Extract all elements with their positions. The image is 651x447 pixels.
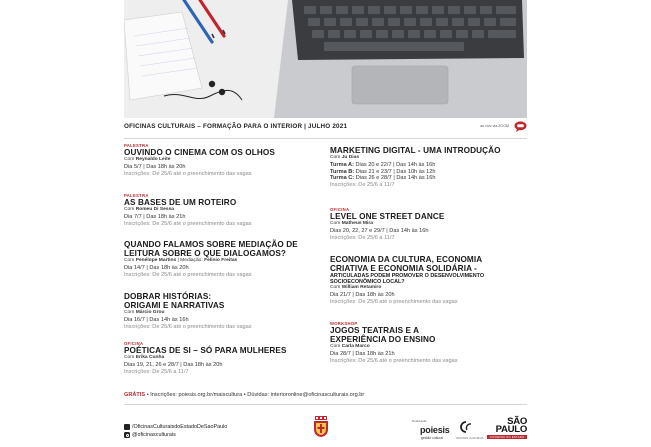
- turma-a: Turma A: Dias 20 e 22/7 | Das 14h às 16h: [330, 161, 436, 168]
- event-date: Dias 19, 21, 26 e 28/7 | Das 18h às 20h: [124, 361, 223, 368]
- event-registration: Inscrições: De 25/6 até o preenchimento das vagas: [330, 357, 458, 364]
- event-marketing-digital: [330, 146, 530, 189]
- event-registration: Inscrições: De 25/6 até o preenchimento das vagas: [124, 323, 252, 330]
- facebook-icon: [124, 424, 130, 430]
- header-bar: [124, 121, 527, 135]
- facebook-handle: /OficinasCulturaisdoEstadoDeSaoPaulo: [132, 424, 228, 430]
- event-speaker: Com Ju Dias: [330, 155, 360, 160]
- event-date: Dia 28/7 | Das 18h às 21h: [330, 350, 395, 357]
- event-date: Dias 20, 22, 27 e 29/7 | Das 14h às 16h: [330, 227, 429, 234]
- event-title-line2: CRIATIVA E ECONOMIA SOLIDÁRIA -: [330, 264, 477, 273]
- event-poeticas-de-si: [124, 341, 324, 375]
- event-registration: Inscrições: De 25/6 a 11/7: [330, 234, 395, 241]
- registration-info: [124, 392, 364, 398]
- event-tag: PALESTRA: [124, 143, 149, 148]
- event-registration: Inscrições: De 25/6 a 11/7: [330, 182, 395, 189]
- event-title-line2: ORIGAMI E NARRATIVAS: [124, 301, 225, 310]
- event-title: LEVEL ONE STREET DANCE: [330, 212, 445, 221]
- turma-c: Turma C: Dias 26 e 28/7 | Das 14h às 16h: [330, 175, 436, 182]
- event-title-line2: LEITURA SOBRE O QUE DIALOGAMOS?: [124, 249, 286, 258]
- instagram-link[interactable]: [124, 431, 227, 439]
- page-title: OFICINAS CULTURAIS – FORMAÇÃO PARA O INTERIOR | JULHO 2021: [124, 123, 348, 130]
- turma-b: Turma B: Dias 21 e 23/7 | Das 10h às 12h: [330, 168, 436, 175]
- laptop-icon: [274, 0, 527, 118]
- facebook-link[interactable]: [124, 423, 227, 431]
- event-title-line1: JOGOS TEATRAIS E A: [330, 326, 420, 335]
- event-street-dance: [330, 207, 530, 241]
- event-tag: OFICINA: [330, 207, 350, 212]
- event-speaker: Com Romeu Di Sessa: [124, 207, 175, 212]
- sp-line1: SÃO: [507, 416, 527, 427]
- event-tag: PALESTRA: [124, 193, 149, 198]
- event-title: AS BASES DE UM ROTEIRO: [124, 198, 237, 207]
- event-economia-cultura: [330, 255, 530, 306]
- event-dobrar-historias: [124, 292, 324, 330]
- event-subtitle-line2: SOCIOECONÔMICO LOCAL?: [330, 279, 405, 286]
- municipal-crest-icon: [313, 416, 329, 438]
- event-speaker: Com Erika Cunha: [124, 355, 165, 360]
- event-title-line1: QUANDO FALAMOS SOBRE MEDIAÇÃO DE: [124, 240, 298, 249]
- hero-photo: [124, 0, 527, 118]
- event-speaker: Com Márcio Grou: [124, 310, 165, 315]
- oficinas-culturais-logo-icon: [459, 421, 473, 438]
- sao-paulo-logo: [487, 418, 527, 440]
- instagram-handle: @oficinasculturais: [132, 432, 176, 438]
- event-title: OUVINDO O CINEMA COM OS OLHOS: [124, 148, 275, 157]
- event-date: Dia 7/7 | Das 18h às 21h: [124, 213, 186, 220]
- event-title-line1: ECONOMIA DA CULTURA, ECONOMIA: [330, 255, 483, 264]
- instagram-icon: [124, 432, 130, 438]
- oficinas-culturais-label: OFICINAS CULTURAIS: [456, 437, 484, 440]
- registration-links[interactable]: • Inscrições: poiesis.org.br/maiscultura • Dúvidas: interioronline@oficinasculturais.org.br: [145, 392, 365, 398]
- social-links: [124, 423, 227, 439]
- event-date: Dia 14/7 | Das 18h às 20h: [124, 264, 189, 271]
- sp-line2: PAULO: [495, 424, 527, 435]
- event-tag: WORKSHOP: [330, 321, 358, 326]
- event-jogos-teatrais: [330, 321, 530, 364]
- event-mediacao-leitura: [124, 240, 324, 278]
- live-zoom-label: ao vivo via ZOOM: [480, 124, 509, 128]
- event-date: Dia 16/7 | Das 14h às 16h: [124, 316, 189, 323]
- event-date: Dia 21/7 | Das 18h às 20h: [330, 292, 395, 299]
- footer-divider: [124, 404, 527, 405]
- free-label: GRÁTIS: [124, 392, 146, 398]
- poiesis-subtitle: gestão cultural: [421, 436, 444, 440]
- event-date: Dia 5/7 | Das 18h às 20h: [124, 163, 186, 170]
- event-registration: Inscrições: De 25/6 até o preenchimento das vagas: [124, 220, 252, 227]
- event-ouvindo-cinema: [124, 143, 324, 177]
- event-speaker: Com Matheus Mira: [330, 221, 373, 226]
- registration-info-bar: [124, 390, 527, 402]
- event-registration: Inscrições: De 25/6 até o preenchimento das vagas: [330, 299, 458, 305]
- realizacao-label: Realização: [412, 419, 427, 423]
- chat-bubble-icon: [514, 121, 527, 132]
- event-title-line1: DOBRAR HISTÓRIAS:: [124, 292, 212, 301]
- event-registration: Inscrições: De 25/6 até o preenchimento das vagas: [124, 271, 252, 278]
- event-registration: Inscrições: De 25/6 a 11/7: [124, 368, 189, 375]
- event-tag: OFICINA: [124, 341, 144, 346]
- event-title: POÉTICAS DE SI – SÓ PARA MULHERES: [124, 346, 287, 355]
- header-divider: [124, 138, 527, 139]
- event-speaker: Com Penélope Martins | Mediação: Felinio Freitas: [124, 258, 238, 263]
- event-registration: Inscrições: De 25/6 até o preenchimento das vagas: [124, 170, 252, 177]
- event-speaker: Com William Retamiro: [330, 285, 382, 291]
- poiesis-logo: poiesis: [420, 425, 450, 435]
- event-bases-roteiro: [124, 193, 324, 227]
- event-title: MARKETING DIGITAL - UMA INTRODUÇÃO: [330, 146, 501, 155]
- sp-government-label: GOVERNO DO ESTADO: [487, 435, 527, 439]
- event-speaker: Com Reynaldo Leite: [124, 157, 171, 162]
- laptop-desk-illustration: [124, 0, 527, 118]
- event-speaker: Com Carla Marco: [330, 344, 370, 349]
- event-title-line2: EXPERIÊNCIA DO ENSINO: [330, 335, 436, 344]
- event-subtitle-line1: ARTICULADAS PODEM PROMOVER O DESENVOLVIMENTO: [330, 273, 485, 279]
